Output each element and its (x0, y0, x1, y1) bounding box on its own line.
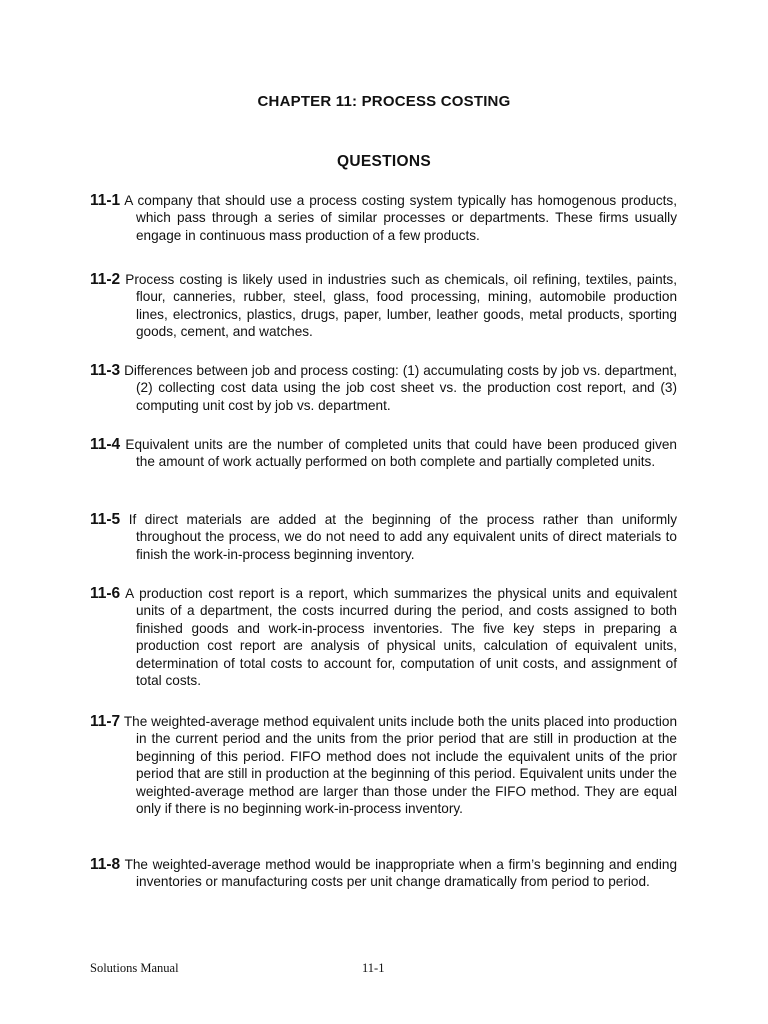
question-11-2 (90, 271, 677, 341)
question-number: 11-4 (90, 436, 121, 453)
question-number: 11-6 (90, 585, 121, 602)
answer-text: Process costing is likely used in industries such as chemicals, oil refining, textiles, paints, flour, canneries, rubber, steel, glass, food processing, mining, automobile production lines, electronics, plastics, drugs, paper, lumber, leather goods, metal products, sporting goods, cement, and watches. (125, 272, 677, 340)
question-number: 11-5 (90, 511, 121, 528)
question-11-1 (90, 192, 677, 244)
answer-text: The weighted-average method would be inappropriate when a firm’s beginning and ending inventories or manufacturing costs per unit change dramatically from period to period. (124, 857, 678, 890)
answer-text: The weighted-average method equivalent units include both the units placed into production in the current period and the units from the prior period that are still in production at the beginning of this period. FIFO method does not include the equivalent units of the prior period that are still in production at the beginning of this period. Equivalent units under the weighted-average method are larger than those under the FIFO method. They are equal only if there is no beginning work-in-process inventory. (123, 714, 678, 817)
question-11-5 (90, 511, 677, 563)
footer-title: Solutions Manual (90, 961, 179, 975)
question-number: 11-3 (90, 362, 121, 379)
answer-text: If direct materials are added at the beginning of the process rather than uniformly throughout the process, we do not need to add any equivalent units of direct materials to finish the work-in-process beginning inventory. (128, 512, 677, 562)
question-11-3 (90, 362, 677, 414)
answer-text: Equivalent units are the number of completed units that could have been produced given the amount of work actually performed on both complete and partially completed units. (125, 437, 677, 470)
question-11-7 (90, 713, 677, 817)
question-11-4 (90, 436, 677, 471)
question-11-8 (90, 856, 677, 891)
answer-text: A production cost report is a report, which summarizes the physical units and equivalent units of a department, the costs incurred during the period, and costs assigned to both finished goods and work-in-process inventories. The five key steps in preparing a production cost report are analysis of physical units, calculation of equivalent units, determination of total costs to account for, computation of unit costs, and assignment of total costs. (125, 586, 678, 689)
question-number: 11-7 (90, 713, 121, 730)
page-number: 11-1 (362, 961, 385, 975)
question-number: 11-8 (90, 856, 121, 873)
chapter-title: CHAPTER 11: PROCESS COSTING (257, 93, 511, 110)
question-11-6 (90, 585, 677, 689)
section-title: QUESTIONS (337, 153, 431, 170)
question-number: 11-1 (90, 192, 121, 209)
answer-text: Differences between job and process costing: (1) accumulating costs by job vs. department, (2) collecting cost data using the job cost sheet vs. the production cost report, and (3) computing unit cost by job vs. department. (124, 363, 678, 413)
question-number: 11-2 (90, 271, 121, 288)
answer-text: A company that should use a process costing system typically has homogenous products, which pass through a series of similar processes or departments. These firms usually engage in continuous mass production of a few products. (124, 193, 677, 243)
